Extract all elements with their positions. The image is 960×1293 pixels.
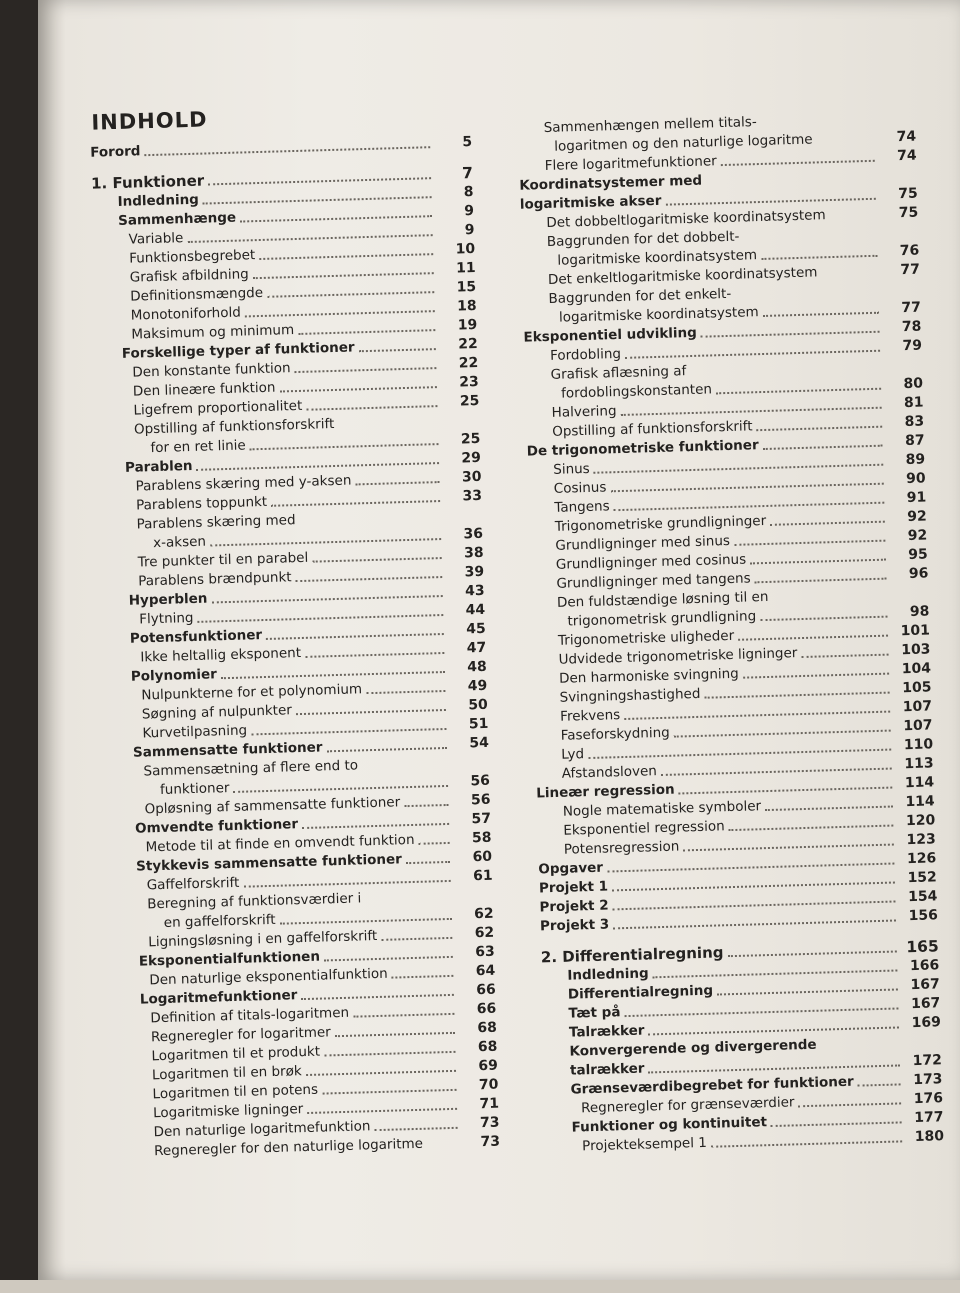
toc-entry-title: Definition af titals-logaritmen — [150, 1004, 350, 1027]
toc-entry-page: 123 — [906, 831, 936, 849]
toc-entry-page: 101 — [900, 622, 931, 640]
toc-entry-page: 120 — [905, 812, 936, 830]
dot-leader — [259, 252, 433, 260]
toc-entry-page: 18 — [456, 297, 477, 315]
toc-entry-title: funktioner — [159, 780, 230, 798]
toc-entry-page: 66 — [476, 981, 496, 999]
toc-entry-page: 56 — [470, 791, 491, 809]
toc-entry-page: 126 — [906, 850, 937, 868]
toc-entry-title: Funktionsbegrebet — [128, 247, 256, 267]
toc-entry-title: Den konstante funktion — [132, 360, 291, 381]
toc-entry-page: 66 — [476, 1000, 497, 1018]
toc-entry-title: Maksimum og minimum — [131, 322, 295, 343]
toc-entry-title: Flere logaritmefunktioner — [544, 153, 717, 175]
dot-leader — [721, 159, 875, 166]
toc-entry-title: Parablens toppunkt — [135, 493, 268, 514]
toc-entry-title: Den fuldstændige løsning til en — [556, 588, 769, 611]
toc-entry-title: Udvidede trigonometriske ligninger — [558, 645, 798, 668]
dot-leader — [353, 1012, 454, 1018]
toc-entry-title: Grundligninger med tangens — [556, 570, 751, 592]
toc-entry-page: 64 — [475, 962, 496, 980]
toc-entry-page: 167 — [910, 976, 941, 994]
dot-leader — [419, 841, 450, 845]
toc-entry-title: 2. Differentialregning — [540, 943, 724, 967]
toc-entry-title: Sammenhængen mellem titals- — [543, 114, 757, 137]
dot-leader — [295, 366, 437, 373]
toc-entry-page: 62 — [473, 905, 494, 923]
toc-entry-title: logaritmiske akser — [519, 192, 662, 213]
toc-entry-page: 60 — [472, 848, 493, 866]
dot-leader — [280, 917, 452, 925]
dot-leader — [761, 123, 874, 127]
toc-entry-title: Ikke heltallig eksponent — [140, 645, 302, 666]
toc-entry-page: 50 — [468, 696, 489, 714]
toc-entry-title: talrækker — [569, 1060, 645, 1079]
dot-leader — [761, 254, 877, 260]
dot-leader — [374, 1126, 457, 1131]
toc-entry-page: 9 — [464, 203, 475, 220]
toc-entry-page: 9 — [464, 221, 475, 239]
toc-entry-page: 74 — [896, 128, 917, 146]
toc-entry-page: 77 — [901, 299, 922, 317]
toc-entry-page: 166 — [909, 957, 940, 975]
toc-entry-page: 68 — [477, 1038, 498, 1056]
toc-entry-page: 105 — [902, 679, 932, 697]
toc-entry-page: 68 — [477, 1019, 498, 1037]
toc-entry-title: Definitionsmængde — [130, 284, 264, 305]
toc-entry-title: Den lineære funktion — [132, 379, 276, 400]
toc-entry-page: 69 — [478, 1057, 499, 1075]
toc-entry-title: Tre punkter til en parabel — [137, 549, 309, 571]
toc-entry-title: Metode til at finde en omvendt funktion — [145, 831, 415, 856]
toc-entry-title: Opløsning af sammensatte funktioner — [144, 794, 401, 818]
toc-entry-page: 79 — [902, 337, 923, 355]
toc-entry-page: 75 — [898, 185, 918, 203]
toc-entry-title: Differentialregning — [567, 982, 714, 1003]
toc-entry-page: 78 — [901, 318, 922, 336]
toc-entry-page: 10 — [455, 240, 476, 258]
dot-leader — [716, 387, 881, 395]
toc-entry-page: 90 — [905, 470, 926, 488]
toc-entry-title: Logaritmen til en potens — [152, 1081, 319, 1103]
toc-entry-title: fordoblingskonstanten — [560, 381, 713, 402]
toc-entry-page: 63 — [475, 943, 495, 961]
toc-entry-page: 51 — [468, 715, 489, 733]
toc-entry-title: Lineær regression — [536, 781, 675, 802]
toc-entry-title: Trigonometriske uligheder — [557, 627, 735, 649]
dot-leader — [324, 1050, 455, 1057]
dot-leader — [312, 556, 441, 563]
toc-entry-page: 98 — [909, 603, 930, 620]
toc-entry-title: Lyd — [561, 746, 585, 763]
toc-entry-page: 8 — [463, 184, 474, 201]
toc-entry-title: Tæt på — [568, 1004, 621, 1022]
toc-entry-title: en gaffelforskrift — [163, 911, 276, 931]
toc-entry-title: Grafisk afbildning — [129, 266, 249, 286]
toc-entry-title: Indledning — [567, 965, 649, 984]
toc-entry-page: 25 — [460, 430, 481, 448]
toc-entry-page: 22 — [458, 354, 479, 372]
dot-leader — [322, 1088, 456, 1095]
dot-leader — [306, 1069, 456, 1076]
toc-entry-title: Grundligninger med sinus — [555, 532, 731, 554]
toc-entry-page: 92 — [907, 527, 928, 545]
toc-entry-title: Eksponentialfunktionen — [138, 948, 321, 970]
toc-entry-page: 56 — [470, 772, 491, 790]
dot-leader — [735, 294, 878, 299]
toc-entry-title: Trigonometriske grundligninger — [554, 512, 767, 535]
toc-entry-title: Opgaver — [538, 859, 604, 878]
toc-entry-title: Nulpunkterne for et polynomium — [141, 681, 363, 704]
toc-entry-page: 114 — [905, 793, 935, 811]
toc-entry-title: Indledning — [117, 191, 200, 210]
toc-entry-page: 169 — [911, 1014, 942, 1032]
dot-leader — [366, 689, 445, 694]
toc-entry-title: Logaritmefunktioner — [139, 987, 298, 1008]
toc-entry-page: 36 — [463, 525, 484, 543]
toc-entry-title: De trigonometriske funktioner — [526, 437, 759, 460]
dot-leader — [296, 575, 443, 582]
toc-entry-title: Sinus — [553, 460, 590, 478]
toc-entry-page: 23 — [459, 373, 480, 391]
dot-leader — [728, 949, 897, 957]
toc-entry-title: Gaffelforskrift — [146, 874, 240, 894]
toc-entry-title: Omvendte funktioner — [134, 816, 299, 837]
toc-entry-page: 70 — [478, 1076, 499, 1094]
toc-entry-title: Logaritmen til et produkt — [151, 1043, 321, 1065]
toc-entry-title: Ligefrem proportionalitet — [133, 397, 303, 419]
toc-entry-page: 172 — [912, 1052, 943, 1070]
dot-leader — [763, 444, 883, 450]
toc-entry-title: Variable — [128, 230, 184, 248]
toc-entry-title: Logaritmen til en brøk — [151, 1063, 302, 1084]
toc-entry-title: Opstilling af funktionsforskrift — [133, 415, 335, 438]
toc-entry-page: 73 — [479, 1114, 500, 1132]
toc-entry-title: Afstandsloven — [561, 763, 658, 782]
toc-entry-page: 19 — [457, 316, 478, 334]
dot-leader — [858, 1082, 901, 1086]
dot-leader — [359, 347, 436, 352]
dot-leader — [381, 936, 452, 941]
dot-leader — [757, 425, 883, 432]
toc-entry-title: Projekt 3 — [539, 916, 610, 935]
dot-leader — [365, 900, 451, 903]
dot-leader — [760, 615, 887, 622]
toc-entry-title: Det dobbeltlogaritmiske koordinatsystem — [546, 207, 826, 231]
toc-entry-page: 75 — [898, 204, 919, 222]
dot-leader — [300, 520, 441, 525]
dot-leader — [744, 237, 877, 242]
toc-entry-title: Den harmoniske svingning — [558, 665, 739, 687]
dot-leader — [798, 1101, 901, 1107]
toc-entry-title: Fordobling — [549, 345, 622, 364]
dot-leader — [338, 425, 438, 429]
toc-entry-page: 103 — [900, 641, 931, 659]
toc-entry-page: 107 — [903, 717, 933, 735]
toc-entry-title: Opstilling af funktionsforskrift — [551, 418, 753, 440]
toc-entry-page: 177 — [914, 1109, 944, 1127]
dot-leader — [711, 1139, 902, 1147]
toc-entry-page: 113 — [904, 755, 934, 773]
dot-leader — [355, 480, 439, 485]
dot-leader — [729, 824, 894, 832]
toc-entry-page: 176 — [913, 1090, 944, 1108]
toc-entry-page: 96 — [908, 565, 929, 582]
toc-entry-page: 33 — [462, 487, 483, 505]
toc-entry-title: Potensregression — [563, 838, 680, 858]
toc-entry-page: 83 — [904, 413, 925, 431]
toc-entry-title: Beregning af funktionsværdier i — [147, 890, 362, 913]
dot-leader — [324, 955, 453, 962]
toc-entry-page: 152 — [907, 869, 938, 887]
toc-entry-page: 91 — [906, 489, 927, 507]
dot-leader — [302, 822, 449, 829]
toc-entry-page: 87 — [904, 432, 925, 450]
dot-leader — [392, 974, 454, 979]
toc-entry-title: Cosinus — [553, 479, 607, 497]
dot-leader — [821, 1046, 900, 1049]
dot-leader — [734, 539, 885, 546]
toc-entry-title: 1. Funktioner — [90, 171, 205, 193]
toc-entry-title: logaritmiske koordinatsystem — [557, 247, 758, 269]
toc-entry-title: Koordinatsystemer med — [519, 172, 703, 194]
toc-entry-title: Ligningsløsning i en gaffelforskrift — [148, 927, 378, 951]
toc-entry-title: Den naturlige eksponentialfunktion — [149, 965, 388, 989]
toc-entry-title: Grænseværdibegrebet for funktioner — [570, 1073, 854, 1098]
toc-entry-page: 104 — [901, 660, 932, 678]
toc-entry-title: Sammensatte funktioner — [132, 739, 323, 761]
dot-leader — [822, 275, 878, 278]
toc-entry-title: Parablens skæring med — [136, 512, 296, 533]
toc-column-right — [517, 108, 944, 1157]
toc-entry-title: Monotoniforhold — [130, 304, 242, 324]
toc-entry-title: Projekt 1 — [538, 878, 609, 897]
toc-entry-title: Konvergerende og divergerende — [569, 1036, 817, 1060]
toc-entry-page: 15 — [456, 278, 477, 296]
toc-entry-title: Eksponentiel udvikling — [523, 324, 698, 346]
toc-entry-page: 49 — [467, 677, 488, 695]
toc-entry-title: Frekvens — [559, 707, 621, 725]
dot-leader — [298, 328, 435, 335]
toc-entry-page: 92 — [907, 508, 927, 526]
toc-entry-title: Regneregler for grænseværdier — [580, 1094, 795, 1117]
toc-entry-title: Hyperblen — [128, 590, 208, 609]
toc-entry-page: 114 — [904, 774, 935, 792]
toc-entry-title: Flytning — [139, 609, 194, 628]
toc-entry-title: Projekt 2 — [539, 897, 609, 916]
toc-entry-title: Regneregler for logaritmer — [150, 1024, 331, 1046]
toc-entry-page: 81 — [903, 394, 924, 412]
toc-entry-title: Svingningshastighed — [559, 685, 701, 706]
toc-entry-page: 76 — [899, 242, 920, 260]
toc-heading: INDHOLD — [91, 107, 208, 135]
dot-leader — [305, 651, 444, 658]
toc-entry-title: Grafisk aflæsning af — [550, 363, 687, 383]
dot-leader — [279, 385, 436, 392]
dot-leader — [362, 767, 447, 770]
toc-entry-page: 180 — [914, 1128, 945, 1146]
toc-entry-title: Nogle matematiske symboler — [562, 798, 762, 820]
dot-leader — [763, 311, 879, 317]
toc-entry-title: Faseforskydning — [560, 724, 670, 744]
toc-entry-title: Eksponentiel regression — [563, 818, 725, 839]
toc-entry-title: trigonometrisk grundligning — [567, 608, 757, 630]
dot-leader — [307, 1107, 457, 1114]
dot-leader — [801, 653, 888, 658]
toc-entry-page: 77 — [900, 261, 921, 279]
toc-entry-title: Baggrunden for det enkelt- — [548, 285, 732, 307]
dot-leader — [750, 558, 886, 565]
toc-entry-page: 61 — [472, 867, 493, 885]
toc-entry-page: 43 — [464, 582, 485, 600]
toc-entry-title: Potensfunktioner — [129, 627, 263, 647]
toc-entry-page: 7 — [461, 164, 474, 183]
toc-entry-title: Parablen — [124, 457, 193, 476]
toc-entry-page: 173 — [912, 1071, 943, 1089]
toc-entry-page: 95 — [908, 546, 929, 564]
toc-entry-page: 107 — [902, 698, 933, 716]
toc-entry-title: Kurvetilpasning — [142, 722, 248, 742]
dot-leader — [738, 634, 888, 641]
toc-entry-title: Projekteksempel 1 — [581, 1134, 708, 1155]
dot-leader — [406, 860, 450, 864]
toc-entry-title: Regneregler for den naturlige logaritme — [153, 1135, 424, 1160]
toc-entry-page: 154 — [907, 888, 938, 906]
toc-entry-page: 62 — [474, 924, 495, 942]
toc-entry-title: Polynomier — [130, 666, 218, 685]
toc-entry-title: Den naturlige logaritmefunktion — [153, 1118, 371, 1141]
dot-leader — [830, 218, 877, 220]
dot-leader — [326, 746, 447, 752]
toc-entry-title: Talrækker — [568, 1022, 645, 1041]
toc-entry-page: 22 — [458, 335, 478, 353]
toc-entry-page: 45 — [465, 620, 486, 638]
toc-entry-page: 39 — [464, 563, 485, 581]
toc-entry-page: 30 — [461, 468, 482, 486]
dot-leader — [817, 142, 875, 145]
toc-entry-title: Søgning af nulpunkter — [141, 702, 293, 723]
toc-entry-title: logaritmiske koordinatsystem — [558, 304, 759, 326]
dot-leader — [306, 404, 437, 411]
toc-entry-page: 47 — [466, 639, 487, 657]
toc-entry-title: Logaritmiske ligninger — [152, 1101, 304, 1122]
toc-entry-title: Stykkevis sammensatte funktioner — [135, 851, 403, 875]
toc-entry-page: 44 — [465, 601, 486, 619]
toc-entry-title: Funktioner og kontinuitet — [571, 1114, 768, 1136]
toc-entry-title: logaritmen og den naturlige logaritme — [554, 131, 813, 155]
toc-entry-page: 58 — [471, 829, 492, 847]
dot-leader — [271, 499, 440, 507]
toc-entry-title: x-aksen — [152, 533, 207, 552]
toc-entry-page: 71 — [479, 1095, 500, 1113]
dot-leader — [296, 708, 446, 715]
toc-entry-page: 74 — [896, 147, 917, 165]
toc-entry-title: Grundligninger med cosinus — [555, 551, 747, 573]
dot-leader — [765, 805, 893, 812]
toc-entry-page: 89 — [905, 451, 926, 469]
toc-entry-title: Sammensætning af flere end to — [143, 757, 359, 780]
toc-entry-title: for en ret linie — [150, 437, 246, 457]
toc-entry-title: Parablens brændpunkt — [138, 569, 292, 590]
dot-leader — [427, 1147, 458, 1149]
toc-entry-title: Parablens skæring med y-aksen — [135, 472, 352, 495]
toc-entry-page: 156 — [908, 907, 939, 925]
toc-entry-page: 167 — [910, 995, 941, 1013]
dot-leader — [301, 993, 454, 1000]
toc-column-left — [90, 132, 500, 1161]
toc-entry-page: 38 — [463, 544, 484, 562]
toc-entry-page: 165 — [906, 937, 939, 957]
toc-entry-page: 80 — [903, 375, 924, 393]
toc-entry-page: 25 — [459, 392, 480, 410]
toc-entry-title: Sammenhænge — [117, 209, 237, 229]
toc-entry-page: 54 — [469, 734, 490, 752]
toc-entry-title: Forskellige typer af funktioner — [121, 339, 355, 362]
toc-entry-title: Halvering — [551, 403, 617, 421]
dot-leader — [335, 1031, 455, 1037]
dot-leader — [771, 1120, 902, 1127]
toc-entry-page: 48 — [467, 658, 487, 676]
dot-leader — [267, 290, 434, 298]
toc-entry-page: 73 — [480, 1133, 501, 1151]
toc-entry-page: 11 — [455, 259, 476, 277]
dot-leader — [743, 672, 889, 679]
dot-leader — [773, 598, 887, 602]
toc-entry-title: Tangens — [554, 498, 610, 516]
dot-leader — [770, 520, 885, 526]
toc-entry-title: Baggrunden for det dobbelt- — [546, 228, 740, 250]
toc-entry-page: 57 — [471, 810, 492, 828]
toc-entry-title: Forord — [90, 143, 141, 161]
dot-leader — [755, 577, 887, 584]
toc-entry-title: Det enkeltlogaritmiske koordinatsystem — [547, 264, 818, 288]
dot-leader — [404, 803, 448, 807]
toc-entry-page: 110 — [903, 736, 934, 754]
toc-entry-page: 29 — [461, 449, 482, 467]
toc-entry-page: 5 — [462, 134, 473, 151]
